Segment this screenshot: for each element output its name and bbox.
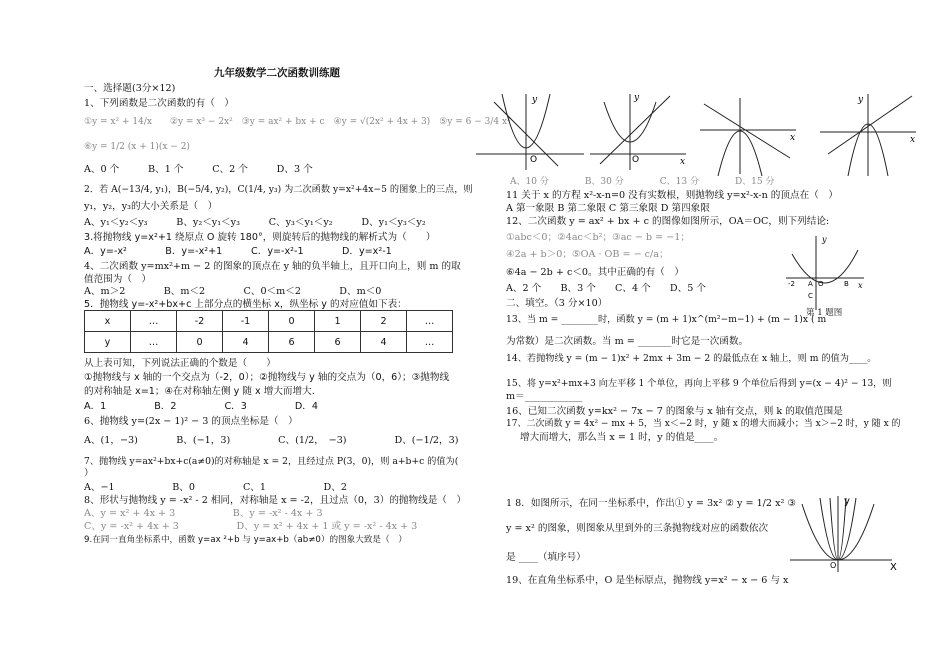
origin-label: O — [632, 155, 640, 165]
question-18-blank: 是 ____（填序号） — [506, 552, 586, 563]
question-14: 14、若抛物线 y = (m − 1)x² + 2mx + 3m − 2 的最低点在 x 轴上，则 m 的值为____。 — [506, 353, 877, 364]
question-13-cont: 为常数）是二次函数。当 m = _______时它是一次函数。 — [506, 336, 749, 347]
question-1: 1、下列函数是二次函数的有（ ） — [84, 98, 235, 109]
question-5-prompt: 从上表可知，下列说法正确的个数是（ ） — [84, 358, 276, 369]
question-12-statements-2: ④2a + b＞0；⑤OA · OB = − c/a； — [506, 249, 669, 260]
table-cell: 6 — [315, 332, 361, 353]
question-1-option-6: ⑥y = 1/2 (x + 1)(x − 2) — [84, 142, 190, 152]
figure-label-neg2: -2 — [788, 280, 795, 288]
axis-label-x: x — [790, 133, 796, 143]
question-12: 12、二次函数 y = ax² + bx + c 的图像如图所示，OA＝OC，则下列结论: — [506, 216, 830, 227]
question-5-statements-cont: 的对称轴是 x=1；④在对称轴左侧 y 随 x 增大而增大. — [84, 386, 315, 397]
question-3: 3.将抛物线 y=x²+1 绕原点 O 旋转 180°，则旋转后的抛物线的解析式为（ ） — [84, 232, 436, 243]
table-cell: 4 — [361, 332, 407, 353]
question-18-cont: y = x² 的图象，则图象从里到外的三条抛物线对应的函数依次 — [506, 523, 769, 534]
table-cell: 2 — [361, 311, 407, 332]
question-15-blank: m＝____________ — [506, 391, 583, 402]
graph-option-a — [476, 92, 586, 172]
question-2-cont: y₁，y₂，y₃的大小关系是（ ） — [84, 201, 218, 212]
question-5-statements: ①抛物线与 x 轴的一个交点为（-2，0）；②抛物线与 y 轴的交点为（0，6）；③抛物线 — [84, 372, 450, 383]
table-cell: y — [85, 332, 131, 353]
question-5-answers: A．1 B．2 C．3 D．4 — [84, 401, 318, 412]
table-cell: -2 — [177, 311, 223, 332]
table-cell: … — [407, 332, 453, 353]
graph-option-c — [700, 96, 800, 176]
table-cell: … — [131, 332, 177, 353]
axis-label-x: x — [910, 135, 916, 145]
question-18: 1 8．如图所示，在同一坐标系中，作出① y = 3x² ② y = 1/2 x² ③ — [506, 498, 796, 509]
table-cell: 6 — [269, 332, 315, 353]
figure-label-a: A — [808, 280, 813, 288]
question-11-answers: A 第一象限 B 第二象限 C 第三象限 D 第四象限 — [506, 203, 710, 214]
table-cell: 4 — [223, 332, 269, 353]
figure-label-o: O — [830, 561, 837, 570]
question-15: 15、将 y=x²+mx+3 向左平移 1 个单位，再向上平移 9 个单位后得到 y=(x − 4)² − 13，则 — [506, 378, 892, 389]
question-1-options: ①y = x² + 14/x ②y = x³ − 2x² ③y = ax² + bx + c ④y = √(2x² + 4x + 3) ⑤y = 6 − 3/4 x² — [84, 117, 511, 127]
question-4-answers: A、m＞2 B、m＜2 C、0＜m＜2 D、m＜0 — [84, 286, 382, 297]
figure-label-c: C — [808, 292, 813, 300]
graph-option-b — [590, 92, 690, 172]
question-8-options-cd: C、y = -x² + 4x + 3 D、y = x² + 4x + 1 或 y = -x² - 4x + 3 — [84, 521, 418, 532]
figure-caption: 第 1 题图 — [806, 308, 843, 318]
question-10-answers: A、10 分 B、30 分 C、13 分 D、15 分 — [510, 177, 775, 187]
question-2: 2．若 A(−13/4, y₁)，B(−5/4, y₂)，C(1/4, y₃) 为二次函数 y=x²+4x−5 的图象上的三点，则 — [84, 184, 473, 195]
figure-label-x: x — [858, 281, 863, 290]
question-12-statements-1: ①abc＜0；②4ac＜b²；③ac − b = −1； — [506, 232, 690, 243]
figure-question-18 — [790, 494, 900, 574]
figure-label-y: y — [844, 496, 850, 507]
question-13: 13、当 m = ________时，函数 y = (m + 1)x^(m²−m−1) + (m − 1)x ( m — [506, 314, 827, 325]
figure-label-b: B — [844, 280, 849, 288]
origin-label: O — [530, 155, 538, 165]
figure-question-12 — [786, 234, 866, 314]
section-choice-heading: 一、选择题(3分×12) — [84, 83, 176, 94]
question-19: 19、在直角坐标系中，O 是坐标原点，抛物线 y=x² − x − 6 与 x — [506, 575, 789, 586]
figure-label-x: X — [890, 562, 897, 573]
question-4-cont: 值范围为（ ） — [84, 274, 152, 285]
question-5: 5．抛物线 y=-x²+bx+c 上部分点的横坐标 x，纵坐标 y 的对应值如下表： — [84, 299, 407, 310]
question-16: 16、已知二次函数 y=kx² − 7x − 7 的图象与 x 轴有交点，则 k 的取值范围是 — [506, 406, 843, 417]
question-8: 8、形状与抛物线 y = -x² - 2 相同，对称轴是 x = -2，且过点（0，3）的抛物线是（ ） — [84, 495, 467, 506]
question-1-answers: A、0 个 B、1 个 C、2 个 D、3 个 — [84, 164, 313, 175]
table-row-y — [85, 332, 453, 353]
figure-label-o: O — [818, 280, 824, 288]
table-cell: 1 — [315, 311, 361, 332]
axis-label-y: y — [858, 95, 864, 105]
question-2-answers: A、y₁＜y₂＜y₃ B、y₂＜y₁＜y₃ C、y₃＜y₁＜y₂ D、y₁＜y₃＜y₂ — [84, 217, 426, 228]
axis-label-x: x — [680, 157, 686, 167]
question-17-cont: 增大而增大，那么当 x = 1 时，y 的值是____。 — [520, 432, 724, 443]
section-fill-heading: 二、填空。（3 分×10） — [506, 298, 608, 309]
question-11: 11 关于 x 的方程 x²-x-n=0 没有实数根，则抛物线 y=x²-x-n 的顶点在（ ） — [506, 190, 838, 201]
question-7-answers: A、−1 B、0 C、1 D、2 — [84, 482, 347, 493]
question-17: 17、二次函数 y = 4x² − mx + 5，当 x＜−2 时，y 随 x 的增大而减小；当 x＞−2 时，y 随 x 的 — [506, 419, 901, 429]
table-cell: x — [85, 311, 131, 332]
question-6-answers: A、(1，−3) B、(−1，3) C、(1/2， −3) D、(−1/2，3) — [84, 435, 459, 446]
axis-label-y: y — [532, 95, 538, 105]
question-8-options-ab: A、y = x² + 4x + 3 B、y = -x² - 4x + 3 — [84, 508, 323, 519]
axis-label-y: y — [634, 93, 640, 103]
table-cell: … — [407, 311, 453, 332]
figure-label-y: y — [822, 235, 827, 244]
question-7: 7、抛物线 y=ax²+bx+c(a≠0)的对称轴是 x = 2，且经过点 P(3，0)，则 a+b+c 的值为( — [84, 456, 459, 467]
table-cell: 0 — [177, 332, 223, 353]
question-6: 6、抛物线 y=(2x − 1)² − 3 的顶点坐标是（ ） — [84, 416, 298, 427]
table-cell: … — [131, 311, 177, 332]
page-title: 九年级数学二次函数训练题 — [214, 67, 340, 79]
question-12-answers: A、2 个 B、3 个 C、4 个 D、5 个 — [506, 283, 706, 294]
table-row-x — [85, 311, 453, 332]
table-cell: -1 — [223, 311, 269, 332]
table-cell: 0 — [269, 311, 315, 332]
value-table — [84, 310, 453, 353]
question-9: 9.在同一直角坐标系中，函数 y=ax ²+b 与 y=ax+b（ab≠0）的图象大致是（ ） — [84, 535, 407, 545]
question-12-statements-3: ⑥4a − 2b + c＜0。其中正确的有（ ） — [506, 267, 684, 278]
question-4: 4、二次函数 y=mx²+m − 2 的图象的顶点在 y 轴的负半轴上，且开口向上，则 m 的取 — [84, 261, 461, 272]
question-3-answers: A．y=-x² B．y=-x²+1 C．y=-x²-1 D．y=x²-1 — [84, 246, 392, 257]
question-7-cont: ） — [84, 468, 94, 479]
graph-option-d — [820, 92, 920, 178]
